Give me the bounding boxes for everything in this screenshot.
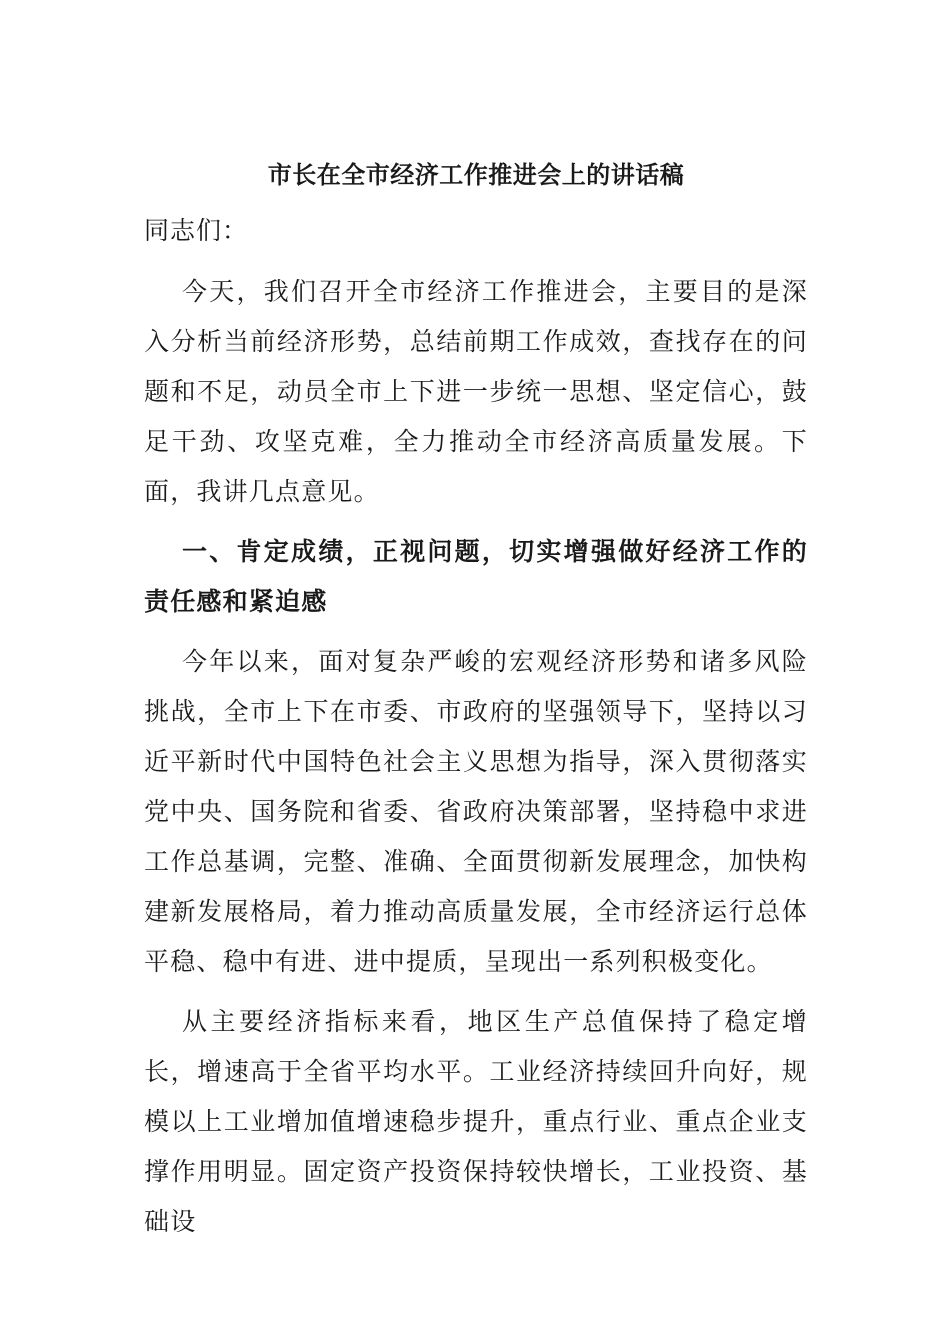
paragraph-indicators: 从主要经济指标来看，地区生产总值保持了稳定增长，增速高于全省平均水平。工业经济持续回升向好，规模以上工业增加值增速稳步提升，重点行业、重点企业支撑作用明显。固定资产投资保持较快增长，工业投资、基础设 [144,1007,808,1236]
salutation: 同志们： [144,216,249,245]
document-body [144,150,808,1247]
page-title: 市长在全市经济工作推进会上的讲话稿 [267,161,685,189]
section-heading: 一、肯定成绩，正视问题，切实增强做好经济工作的责任感和紧迫感 [144,537,808,616]
paragraph-intro: 今天，我们召开全市经济工作推进会，主要目的是深入分析当前经济形势，总结前期工作成效，查找存在的问题和不足，动员全市上下进一步统一思想、坚定信心，鼓足干劲、攻坚克难，全力推动全市经济高质量发展。下面，我讲几点意见。 [144,277,808,506]
paragraph-achievements: 今年以来，面对复杂严峻的宏观经济形势和诸多风险挑战，全市上下在市委、市政府的坚强领导下，坚持以习近平新时代中国特色社会主义思想为指导，深入贯彻落实党中央、国务院和省委、省政府决策部署，坚持稳中求进工作总基调，完整、准确、全面贯彻新发展理念，加快构建新发展格局，着力推动高质量发展，全市经济运行总体平稳、稳中有进、进中提质，呈现出一系列积极变化。 [144,647,808,976]
